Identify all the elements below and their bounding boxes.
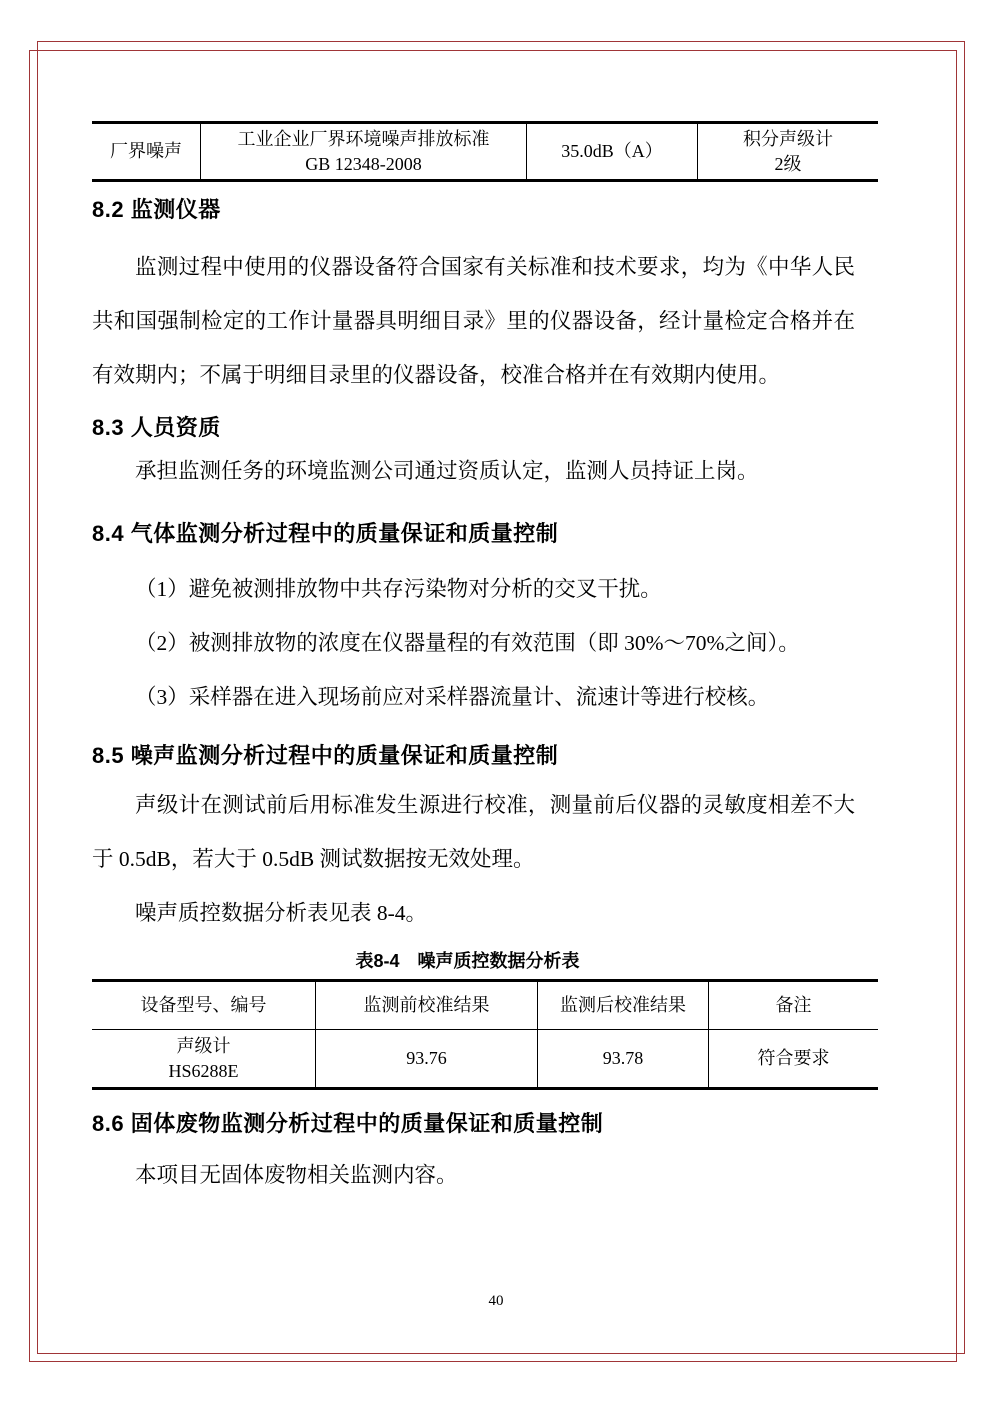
section-8-4-list — [92, 562, 855, 724]
col-header-device: 设备型号、编号 — [92, 981, 316, 1030]
section-heading-8-4: 8.4 气体监测分析过程中的质量保证和质量控制 — [92, 521, 559, 546]
page-content — [92, 110, 855, 1202]
col-header-post-cal: 监测后校准结果 — [538, 981, 709, 1030]
list-item-3: （3）采样器在进入现场前应对采样器流量计、流速计等进行校核。 — [135, 685, 770, 709]
device-cell — [92, 1030, 316, 1089]
post-cal-value: 93.78 — [538, 1030, 709, 1089]
noise-standard-table — [92, 121, 878, 182]
section-heading-8-6: 8.6 固体废物监测分析过程中的质量保证和质量控制 — [92, 1111, 604, 1136]
noise-type-cell — [92, 123, 201, 181]
standard-name-cell — [201, 123, 527, 181]
standard-code: GB 12348-2008 — [305, 153, 422, 174]
list-item-1: （1）避免被测排放物中共存污染物对分析的交叉干扰。 — [135, 577, 662, 601]
instrument-name: 积分声级计 — [743, 128, 833, 149]
instrument-class: 2级 — [774, 153, 802, 174]
table-header-row — [92, 981, 878, 1030]
section-heading-8-2: 8.2 监测仪器 — [92, 197, 221, 222]
instrument-cell — [698, 123, 879, 181]
list-item-2: （2）被测排放物的浓度在仪器量程的有效范围（即 30%～70%之间）。 — [135, 631, 800, 655]
table-row — [92, 1030, 878, 1089]
pre-cal-value: 93.76 — [316, 1030, 538, 1089]
device-name: 声级计 — [176, 1035, 231, 1056]
section-8-6-paragraph: 本项目无固体废物相关监测内容。 — [135, 1163, 458, 1187]
section-heading-8-5: 8.5 噪声监测分析过程中的质量保证和质量控制 — [92, 743, 559, 768]
section-heading-8-3: 8.3 人员资质 — [92, 415, 221, 440]
standard-name: 工业企业厂界环境噪声排放标准 — [237, 128, 490, 149]
limit-value: 35.0dB（A） — [561, 141, 663, 161]
section-8-5-paragraph: 声级计在测试前后用标准发生源进行校准，测量前后仪器的灵敏度相差不大于 0.5dB，若大于 0.5dB 测试数据按无效处理。 — [92, 793, 855, 871]
section-8-5-table-ref: 噪声质控数据分析表见表 8-4。 — [135, 901, 428, 925]
qc-data-table — [92, 979, 878, 1090]
col-header-pre-cal: 监测前校准结果 — [316, 981, 538, 1030]
device-model: HS6288E — [168, 1060, 239, 1081]
col-header-remark: 备注 — [709, 981, 879, 1030]
table-8-4-caption: 表8-4 噪声质控数据分析表 — [355, 951, 580, 971]
table-row — [92, 123, 878, 181]
section-8-3-paragraph: 承担监测任务的环境监测公司通过资质认定，监测人员持证上岗。 — [135, 459, 759, 483]
remark-value: 符合要求 — [709, 1030, 879, 1089]
limit-value-cell — [527, 123, 698, 181]
section-8-2-paragraph: 监测过程中使用的仪器设备符合国家有关标准和技术要求，均为《中华人民共和国强制检定的工作计量器具明细目录》里的仪器设备，经计量检定合格并在有效期内；不属于明细目录里的仪器设备，校准合格并在有效期内使用。 — [92, 255, 855, 387]
noise-type-label: 厂界噪声 — [110, 141, 182, 161]
page-number: 40 — [488, 1293, 504, 1309]
